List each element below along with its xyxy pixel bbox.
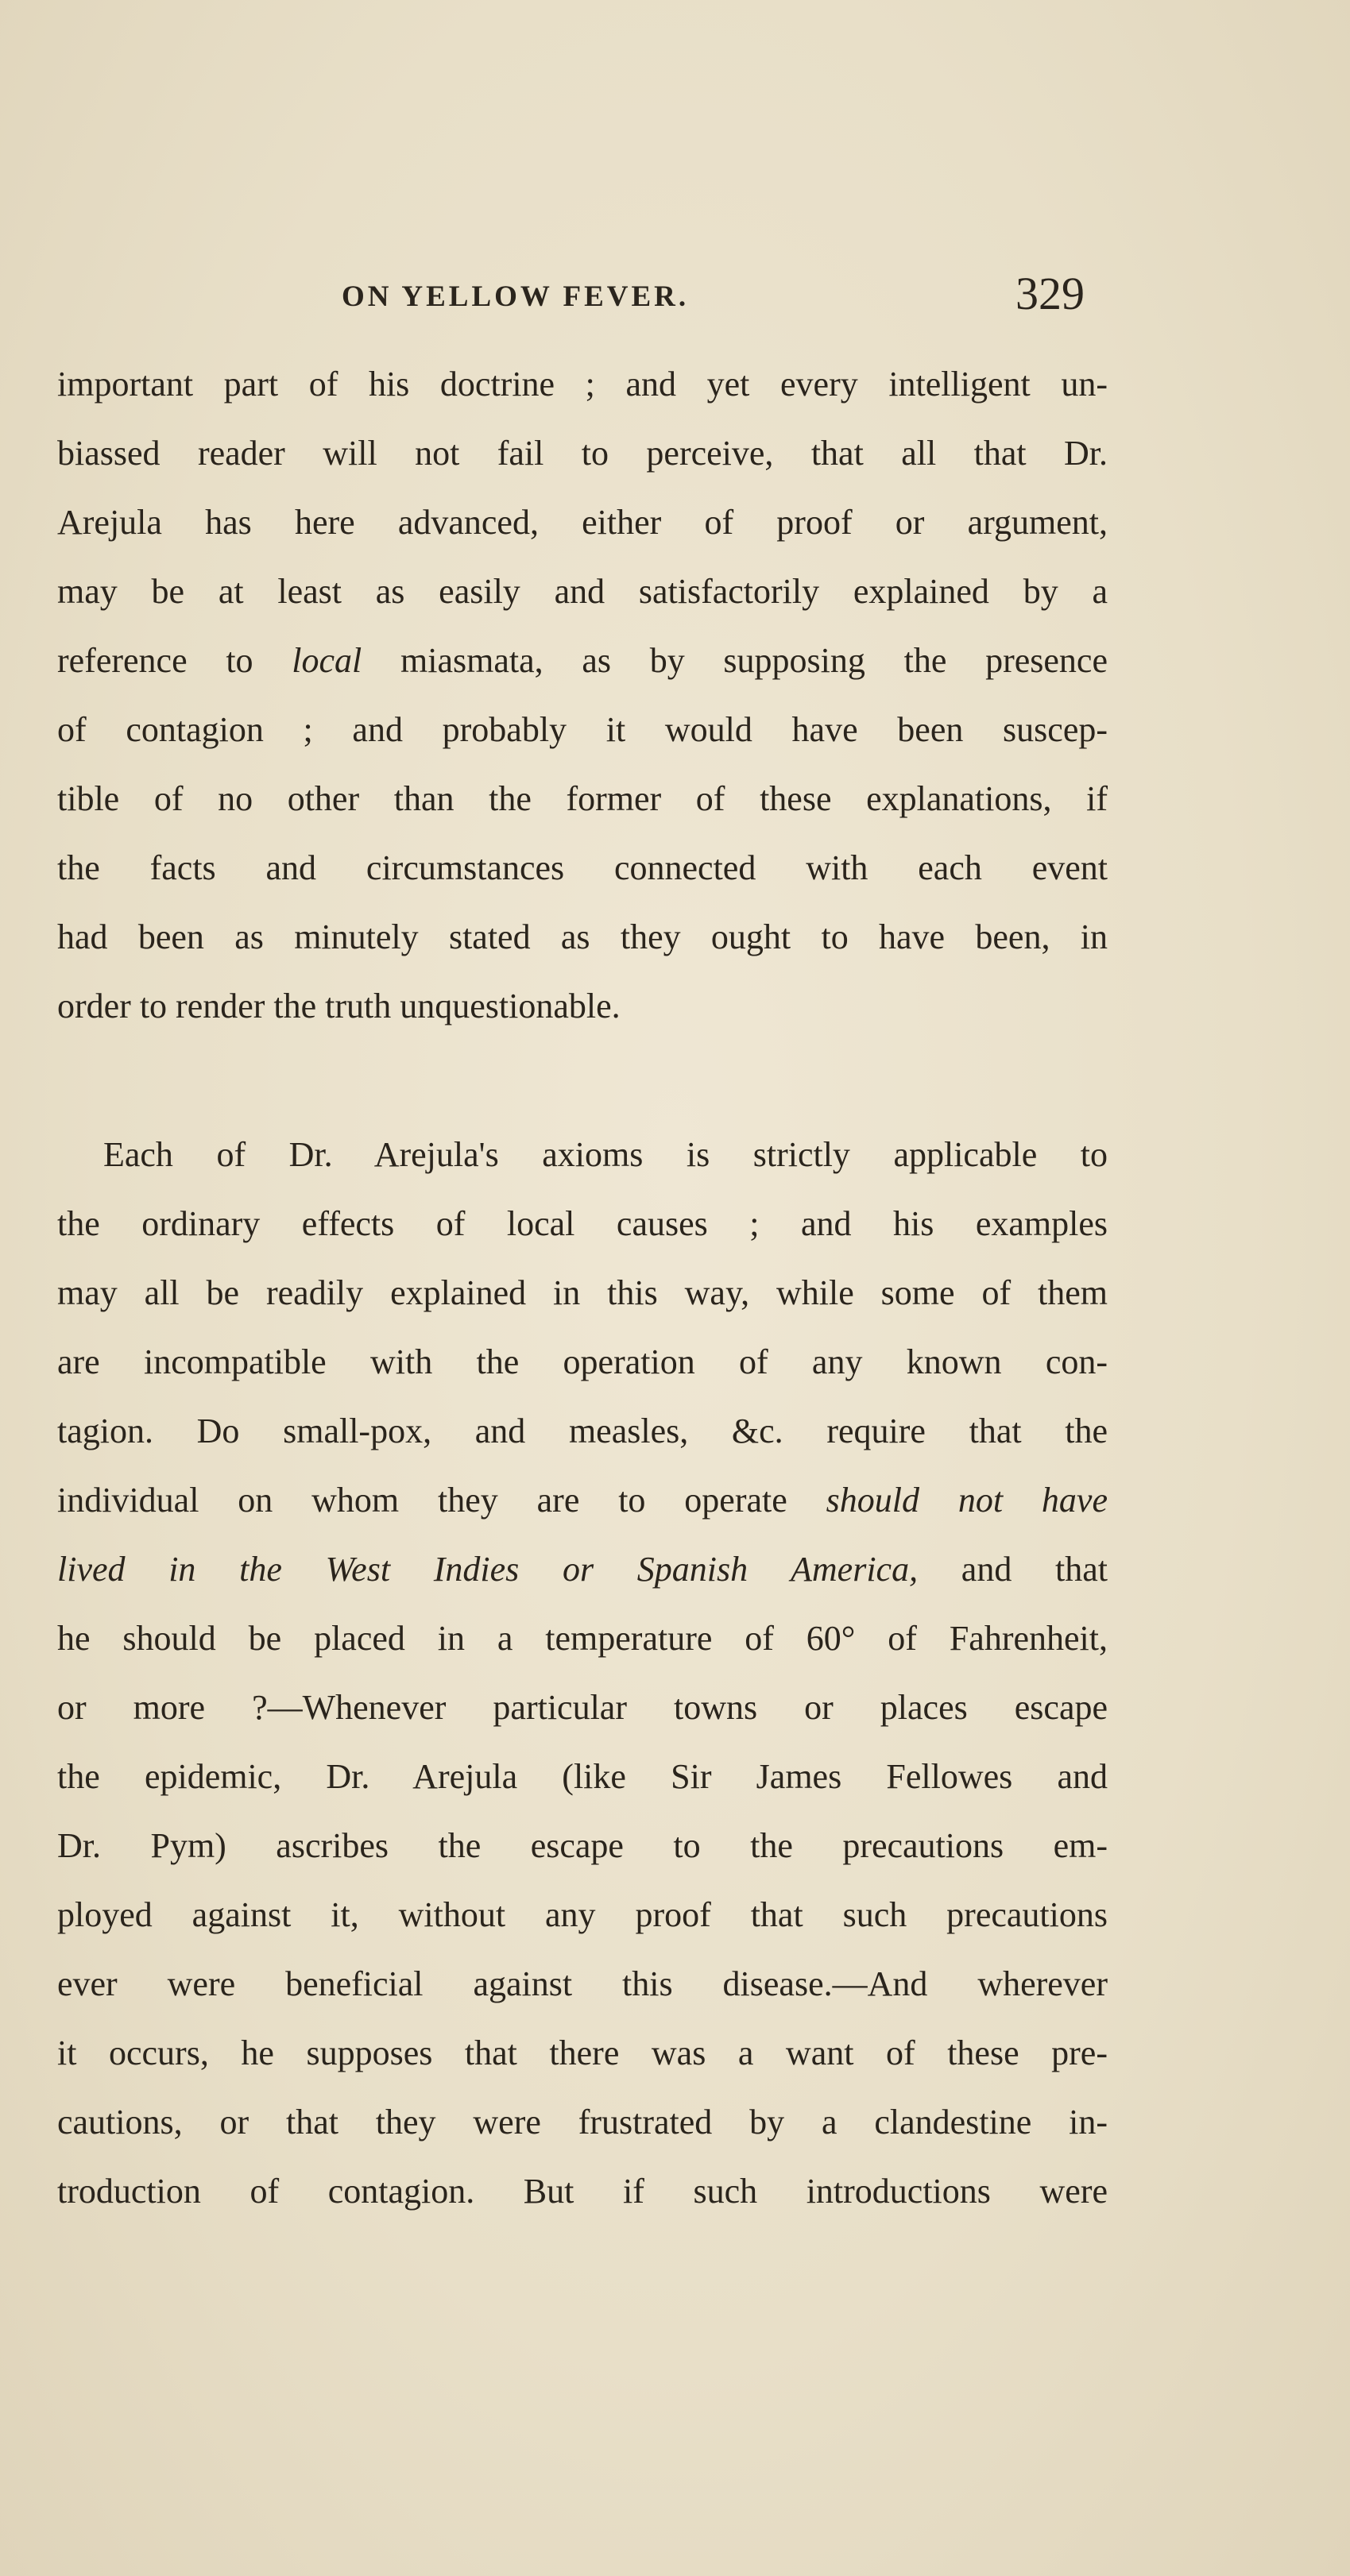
text-line: ever were beneficial against this disease.—And wherever — [57, 1964, 1108, 2003]
text-line: it occurs, he supposes that there was a want of these pre- — [57, 2033, 1108, 2072]
text-line: Each of Dr. Arejula's axioms is strictly applicable to — [103, 1135, 1108, 1174]
italic-text: should not have — [826, 1481, 1108, 1520]
italic-text: lived in the West Indies or Spanish America, — [57, 1550, 919, 1589]
text-line: of contagion ; and probably it would have been suscep- — [57, 710, 1108, 749]
page-header — [0, 262, 1350, 326]
text-line: are incompatible with the operation of any known con- — [57, 1342, 1108, 1381]
text-line: ployed against it, without any proof that such precautions — [57, 1895, 1108, 1934]
paragraph-1 — [57, 350, 1108, 1041]
text-line: Arejula has here advanced, either of proof or argument, — [57, 503, 1108, 542]
text-line: order to render the truth unquestionable. — [57, 987, 621, 1025]
text-line: reference to local miasmata, as by supposing the presence — [57, 641, 1108, 680]
text-line: may be at least as easily and satisfactorily explained by a — [57, 572, 1108, 611]
text-line: cautions, or that they were frustrated by a clandestine in- — [57, 2103, 1108, 2142]
paragraph-gap — [57, 1041, 1108, 1120]
text-line: may all be readily explained in this way, while some of them — [57, 1273, 1108, 1312]
text-line: troduction of contagion. But if such introductions were — [57, 2172, 1108, 2211]
text-line: tagion. Do small-pox, and measles, &c. require that the — [57, 1412, 1108, 1450]
text-line: the epidemic, Dr. Arejula (like Sir James Fellowes and — [57, 1757, 1108, 1796]
page-number: 329 — [1015, 268, 1085, 319]
body-text — [57, 350, 1108, 2226]
text-line: individual on whom they are to operate should not have — [57, 1481, 1108, 1520]
text-line: he should be placed in a temperature of 60° of Fahrenheit, — [57, 1619, 1108, 1658]
text-line: biassed reader will not fail to perceive, that all that Dr. — [57, 434, 1108, 473]
text-line: lived in the West Indies or Spanish America, and that — [57, 1550, 1108, 1589]
text-line: important part of his doctrine ; and yet every intelligent un- — [57, 365, 1108, 404]
text-line: Dr. Pym) ascribes the escape to the precautions em- — [57, 1826, 1108, 1865]
text-line: had been as minutely stated as they ought to have been, in — [57, 917, 1108, 956]
italic-text: local — [292, 641, 362, 680]
text-line: or more ?—Whenever particular towns or places escape — [57, 1688, 1108, 1727]
text-line: the ordinary effects of local causes ; and his examples — [57, 1204, 1108, 1243]
text-line: the facts and circumstances connected with each event — [57, 848, 1108, 887]
text-line: tible of no other than the former of these explanations, if — [57, 779, 1108, 818]
paragraph-2 — [57, 1120, 1108, 2226]
running-title: ON YELLOW FEVER. — [342, 280, 690, 313]
